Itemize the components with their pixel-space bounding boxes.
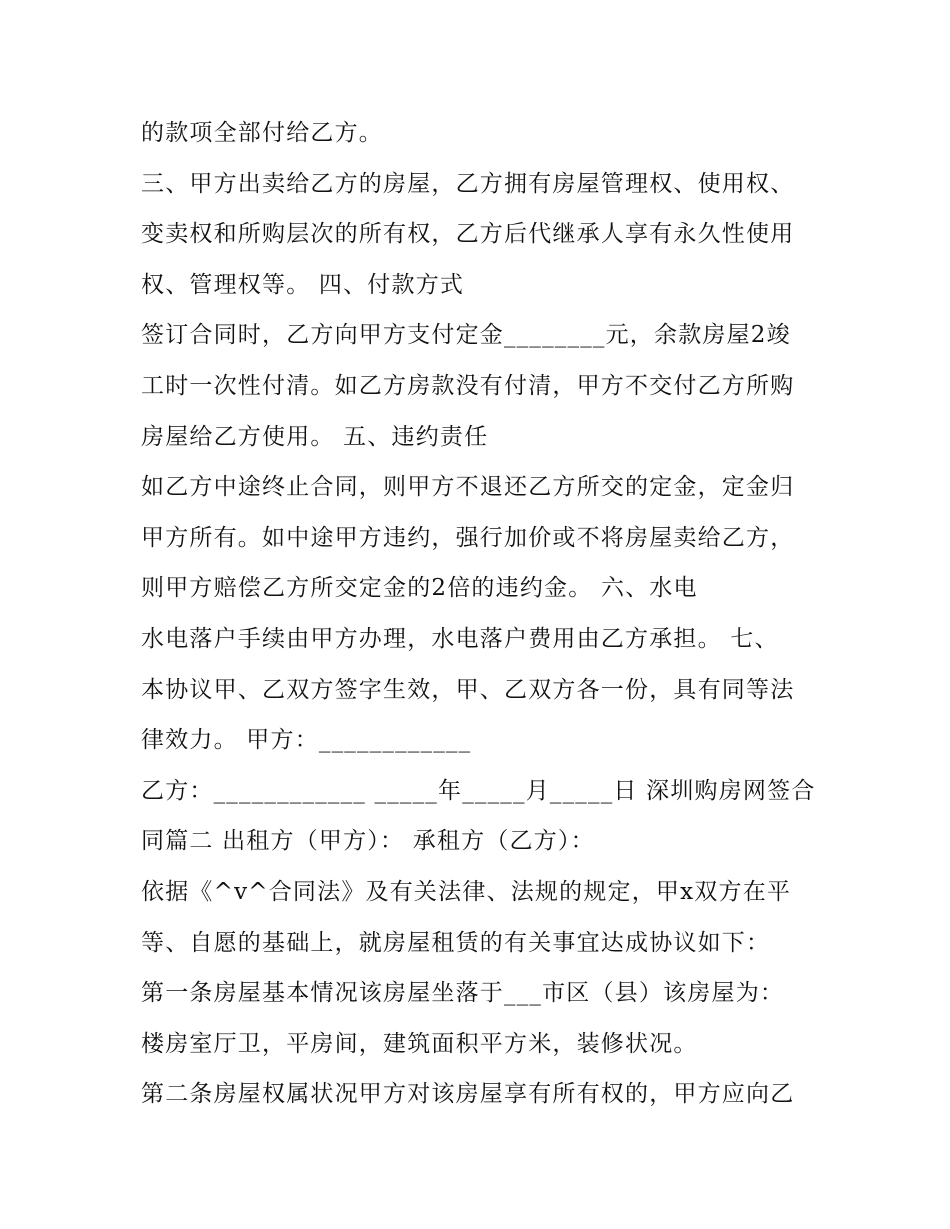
text-line: 依据《^v^合同法》及有关法律、法规的规定，甲x双方在平 bbox=[141, 878, 792, 905]
text-line: 第二条房屋权属状况甲方对该房屋享有所有权的，甲方应向乙 bbox=[141, 1081, 795, 1108]
text-line: 如乙方中途终止合同，则甲方不退还乙方所交的定金，定金归 bbox=[141, 474, 795, 501]
document-body bbox=[141, 108, 841, 1120]
text-line: 的款项全部付给乙方。 bbox=[141, 120, 383, 146]
text-line: 律效力。 甲方：____________ bbox=[141, 727, 472, 754]
text-line: 权、管理权等。 四、付款方式 bbox=[141, 271, 465, 298]
text-line: 房屋给乙方使用。 五、违约责任 bbox=[141, 423, 489, 450]
text-line: 工时一次性付清。如乙方房款没有付清，甲方不交付乙方所购 bbox=[141, 372, 795, 399]
text-line: 本协议甲、乙双方签字生效，甲、乙双方各一份，具有同等法 bbox=[141, 676, 795, 703]
text-line: 三、甲方出卖给乙方的房屋，乙方拥有房屋管理权、使用权、 bbox=[141, 170, 795, 197]
text-line: 甲方所有。如中途甲方违约，强行加价或不将房屋卖给乙方， bbox=[141, 524, 795, 551]
text-line: 第一条房屋基本情况该房屋坐落于___市区（县）该房屋为： bbox=[141, 980, 785, 1007]
text-line: 则甲方赔偿乙方所交定金的2倍的违约金。 六、水电 bbox=[141, 575, 698, 602]
text-line: 等、自愿的基础上，就房屋租赁的有关事宜达成协议如下： bbox=[141, 929, 771, 956]
text-line: 乙方：____________ _____年_____月_____日 深圳购房网签合 bbox=[141, 777, 816, 804]
text-line: 同篇二 出租方（甲方）： 承租方（乙方）： bbox=[141, 828, 595, 855]
text-line: 变卖权和所购层次的所有权，乙方后代继承人享有永久性使用 bbox=[141, 221, 795, 248]
text-line: 水电落户手续由甲方办理，水电落户费用由乙方承担。 七、 bbox=[141, 625, 779, 652]
text-line: 签订合同时，乙方向甲方支付定金________元，余款房屋2竣 bbox=[141, 322, 791, 349]
text-line: 楼房室厅卫，平房间，建筑面积平方米，装修状况。 bbox=[141, 1030, 698, 1057]
